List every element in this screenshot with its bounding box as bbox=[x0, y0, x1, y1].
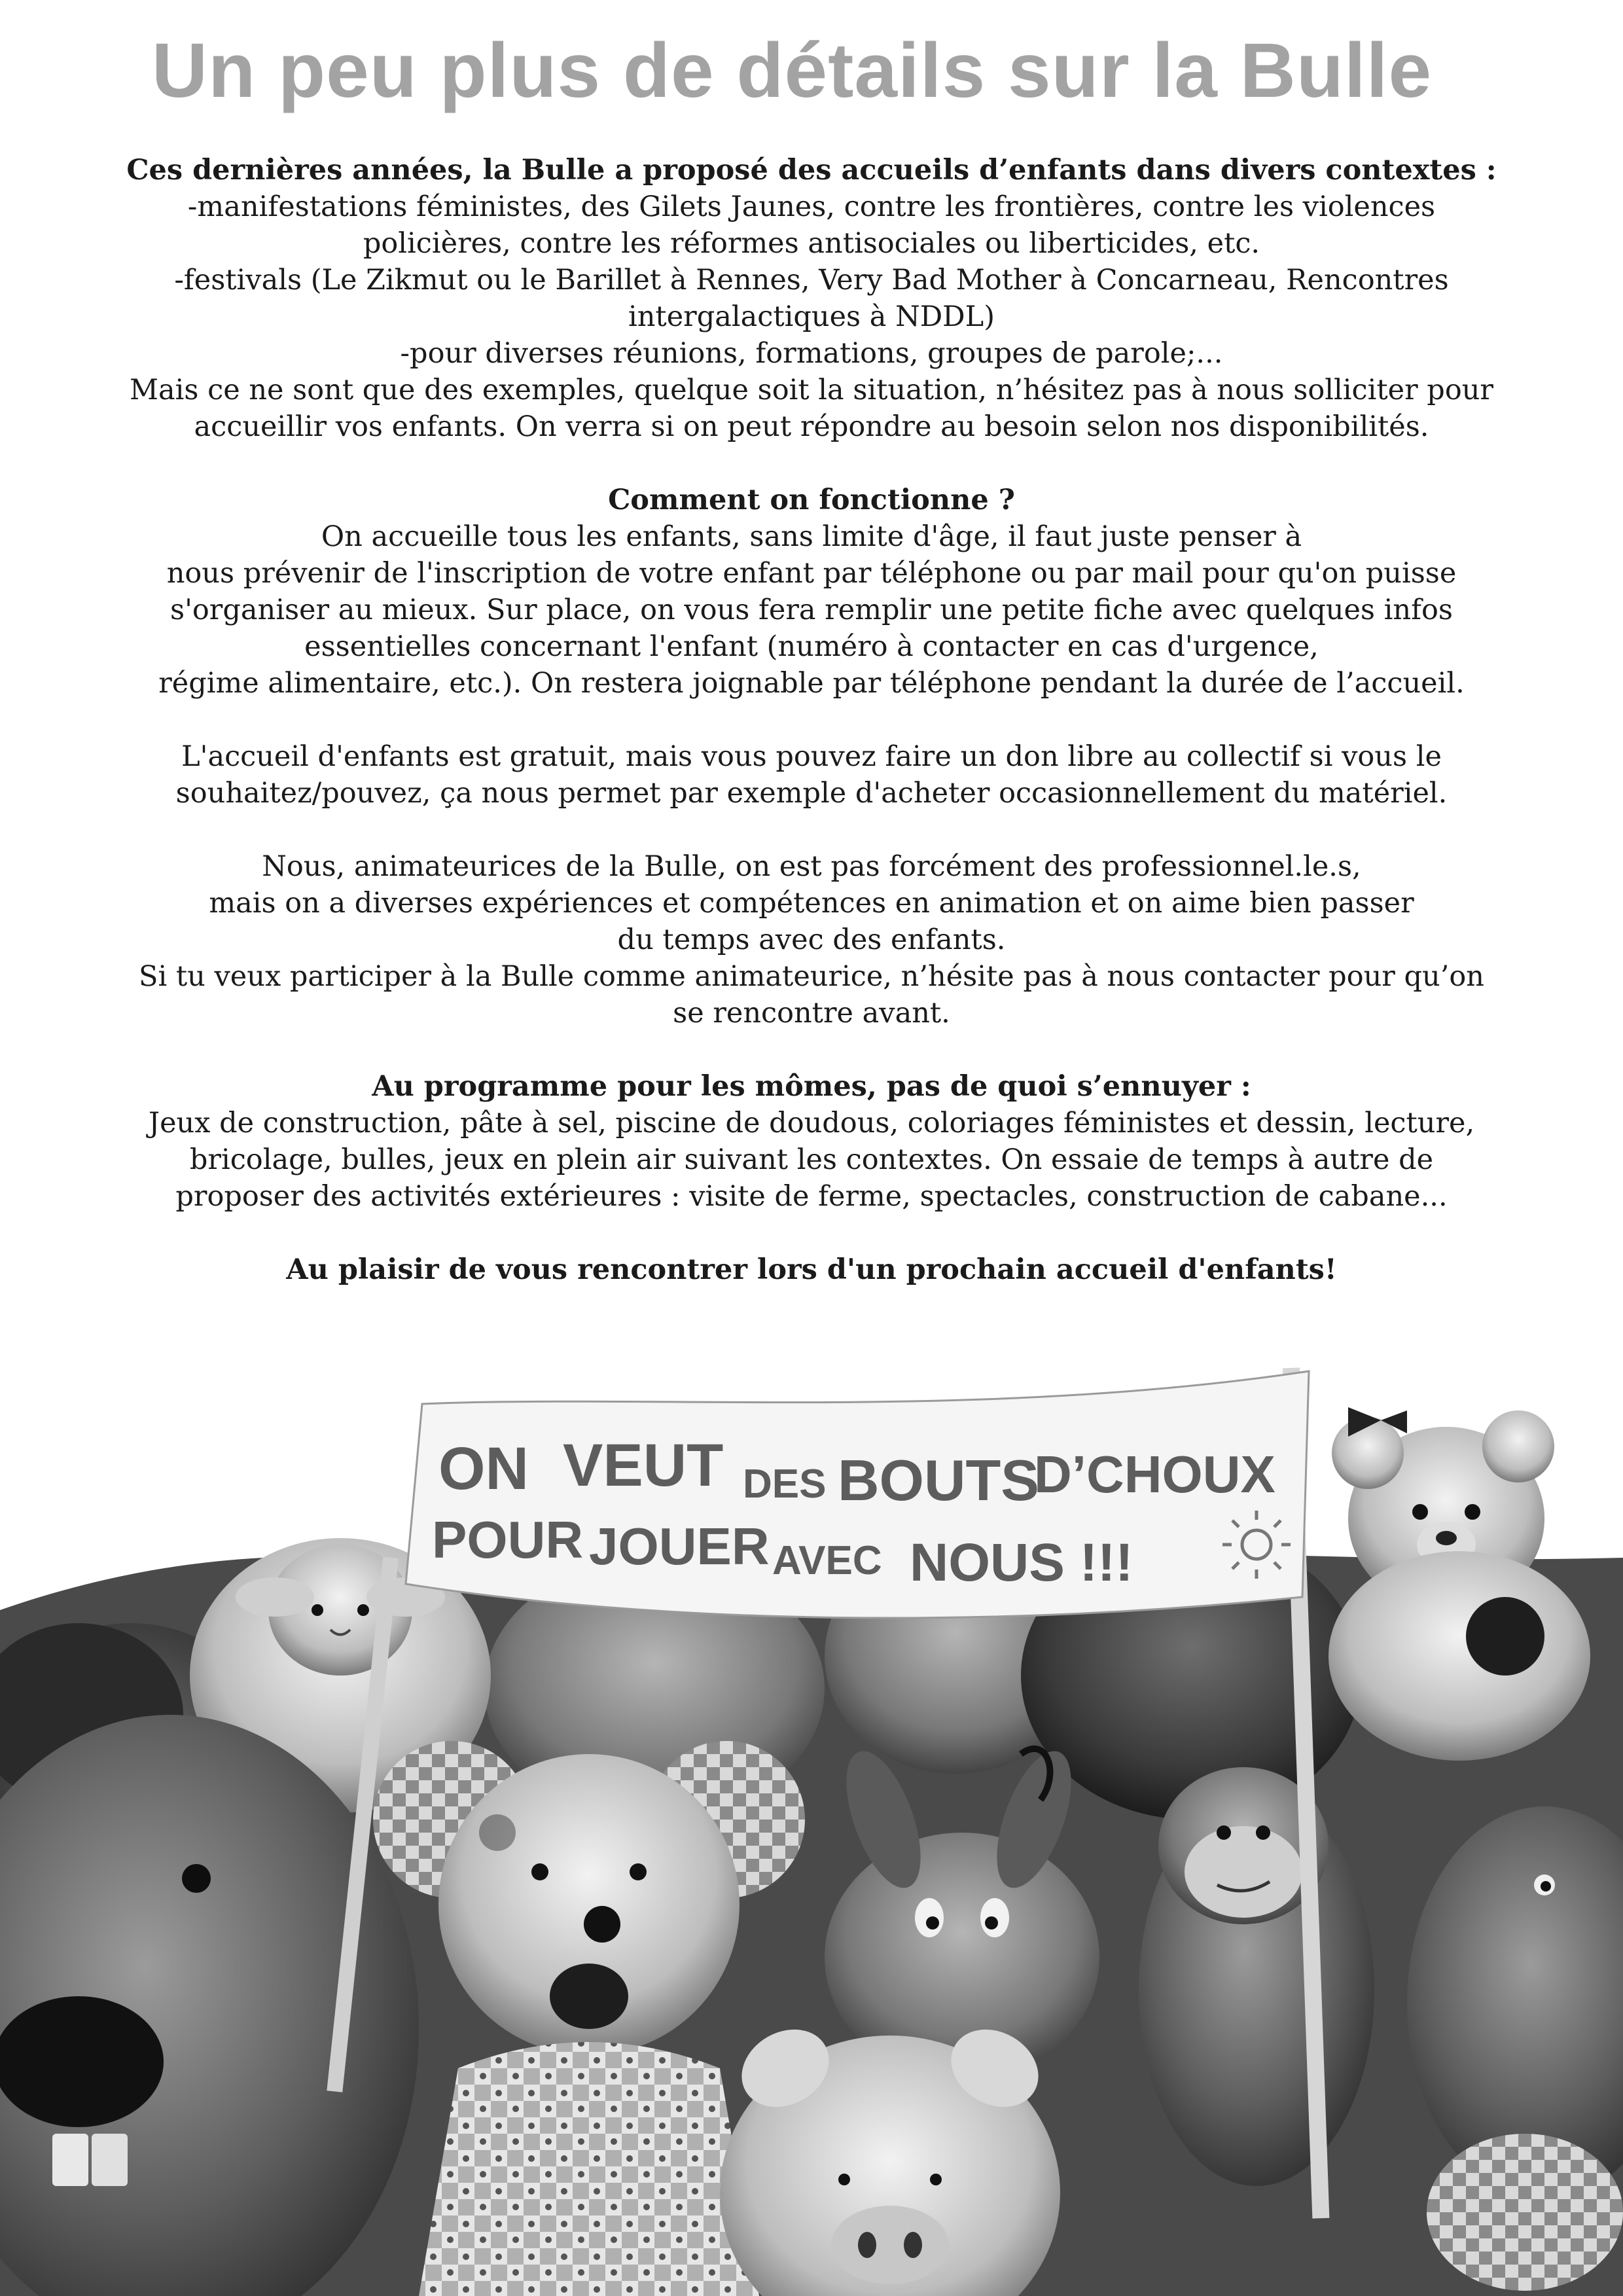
plush-toys-photo bbox=[0, 1348, 1623, 2296]
intro-line: -manifestations féministes, des Gilets Jaunes, contre les frontières, contre les violences bbox=[187, 190, 1436, 223]
intro-line: accueillir vos enfants. On verra si on peut répondre au besoin selon nos disponibilités. bbox=[194, 410, 1429, 443]
document-body bbox=[59, 152, 1564, 1288]
team-line: mais on a diverses expériences et compétences en animation et on aime bien passer bbox=[209, 887, 1414, 920]
program-section bbox=[59, 1068, 1564, 1215]
banner-word: DES bbox=[743, 1462, 827, 1507]
functioning-section bbox=[59, 482, 1564, 702]
closing-line: Au plaisir de vous rencontrer lors d'un prochain accueil d'enfants! bbox=[286, 1253, 1337, 1286]
functioning-line: essentielles concernant l'enfant (numéro à contacter en cas d'urgence, bbox=[304, 630, 1319, 663]
program-heading: Au programme pour les mômes, pas de quoi s’ennuyer : bbox=[372, 1070, 1251, 1103]
pig-plush bbox=[720, 2014, 1060, 2296]
banner-word: ON bbox=[438, 1435, 529, 1502]
banner-word: BOUTS bbox=[838, 1448, 1039, 1513]
program-line: proposer des activités extérieures : visite de ferme, spectacles, construction de cabane... bbox=[175, 1180, 1448, 1213]
intro-line: policières, contre les réformes antisociales ou liberticides, etc. bbox=[363, 227, 1260, 260]
banner-word: JOUER bbox=[589, 1517, 770, 1575]
intro-line: Mais ce ne sont que des exemples, quelque soit la situation, n’hésitez pas à nous solliciter pour bbox=[130, 374, 1493, 406]
intro-line: -pour diverses réunions, formations, groupes de parole;... bbox=[400, 337, 1223, 370]
team-line: du temps avec des enfants. bbox=[617, 924, 1006, 956]
team-line: Si tu veux participer à la Bulle comme animateurice, n’hésite pas à nous contacter pour qu’on bbox=[138, 960, 1484, 993]
team-section bbox=[59, 848, 1564, 1031]
functioning-line: nous prévenir de l'inscription de votre enfant par téléphone ou par mail pour qu'on puisse bbox=[166, 557, 1457, 590]
intro-section bbox=[59, 152, 1564, 445]
banner-word: POUR bbox=[432, 1511, 584, 1569]
banner-word: VEUT bbox=[563, 1432, 724, 1499]
team-line: se rencontre avant. bbox=[673, 997, 950, 1030]
functioning-line: régime alimentaire, etc.). On restera joignable par téléphone pendant la durée de l’accueil. bbox=[158, 667, 1465, 700]
functioning-line: s'organiser au mieux. Sur place, on vous fera remplir une petite fiche avec quelques infos bbox=[170, 594, 1453, 626]
price-line: L'accueil d'enfants est gratuit, mais vous pouvez faire un don libre au collectif si vous le bbox=[181, 740, 1442, 773]
program-line: Jeux de construction, pâte à sel, piscine de doudous, coloriages féministes et dessin, lecture, bbox=[148, 1107, 1475, 1139]
intro-heading: Ces dernières années, la Bulle a proposé des accueils d’enfants dans divers contextes : bbox=[126, 154, 1497, 187]
intro-line: -festivals (Le Zikmut ou le Barillet à Rennes, Very Bad Mother à Concarneau, Rencontres bbox=[174, 264, 1449, 296]
banner-word: AVEC bbox=[772, 1538, 882, 1583]
protest-banner bbox=[406, 1371, 1309, 1618]
functioning-line: On accueille tous les enfants, sans limite d'âge, il faut juste penser à bbox=[321, 520, 1302, 553]
price-section bbox=[59, 738, 1564, 812]
price-line: souhaitez/pouvez, ça nous permet par exemple d'acheter occasionnellement du matériel. bbox=[175, 777, 1448, 810]
intro-line: intergalactiques à NDDL) bbox=[628, 300, 995, 333]
team-line: Nous, animateurices de la Bulle, on est pas forcément des professionnel.le.s, bbox=[262, 850, 1361, 883]
functioning-heading: Comment on fonctionne ? bbox=[608, 484, 1015, 516]
brown-teddy-right bbox=[1407, 1806, 1623, 2291]
program-line: bricolage, bulles, jeux en plein air suivant les contextes. On essaie de temps à autre de bbox=[189, 1143, 1434, 1176]
banner-word: D’CHOUX bbox=[1034, 1445, 1275, 1503]
white-teddy-bear bbox=[1329, 1407, 1590, 1761]
banner-word: NOUS !!! bbox=[910, 1533, 1133, 1592]
page-title: Un peu plus de détails sur la Bulle bbox=[151, 27, 1433, 114]
